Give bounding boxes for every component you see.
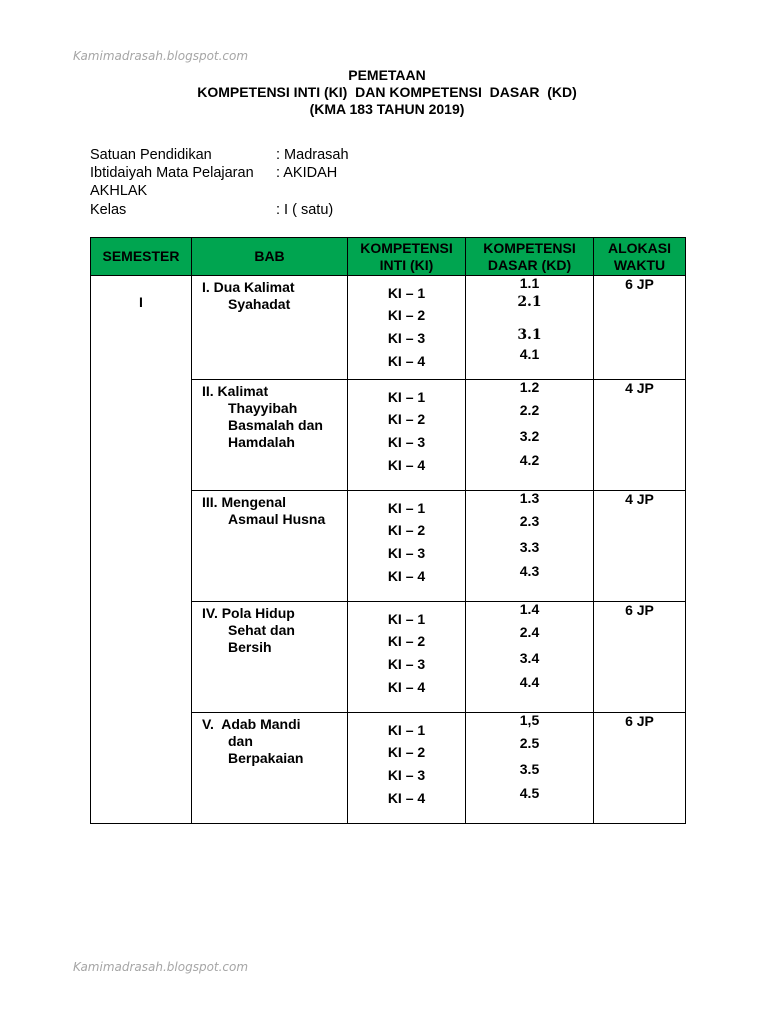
table-header-row bbox=[91, 238, 686, 276]
kd-item: 4.3 bbox=[519, 563, 540, 579]
kd-cell bbox=[466, 602, 594, 713]
kd-item: 4.5 bbox=[519, 785, 540, 801]
bab-title-line: III. Mengenal bbox=[202, 494, 287, 510]
kd-item: 4.2 bbox=[519, 452, 540, 468]
bab-title bbox=[202, 279, 347, 313]
alokasi-cell bbox=[594, 491, 686, 602]
ki-item: KI – 4 bbox=[387, 568, 426, 584]
kd-item: 1.2 bbox=[519, 379, 540, 395]
title-line-3: (KMA 183 TAHUN 2019) bbox=[309, 101, 465, 117]
header-bab: BAB bbox=[192, 238, 348, 276]
alokasi-value: 4 JP bbox=[625, 380, 654, 396]
bab-title-line: dan bbox=[228, 733, 253, 749]
bab-cell bbox=[192, 276, 348, 380]
header-alokasi: ALOKASI WAKTU bbox=[594, 238, 686, 276]
ki-item: KI – 2 bbox=[387, 522, 426, 538]
bab-title bbox=[202, 605, 347, 656]
header-kd: KOMPETENSI DASAR (KD) bbox=[466, 238, 594, 276]
kelas-label: Kelas bbox=[90, 202, 127, 218]
ki-item: KI – 1 bbox=[387, 389, 426, 405]
ki-item: KI – 1 bbox=[387, 722, 426, 738]
ki-item: KI – 3 bbox=[387, 656, 426, 672]
bab-title bbox=[202, 716, 347, 767]
kd-item: 3.2 bbox=[519, 428, 540, 444]
bab-title-line: Hamdalah bbox=[228, 434, 295, 450]
ki-cell bbox=[348, 380, 466, 491]
bab-title-line: Basmalah dan bbox=[228, 417, 323, 433]
alokasi-value: 6 JP bbox=[625, 713, 654, 729]
kd-item: 2.1 bbox=[517, 294, 542, 310]
bab-title-line: Sehat dan bbox=[228, 622, 295, 638]
alokasi-cell bbox=[594, 602, 686, 713]
ki-item: KI – 3 bbox=[387, 545, 426, 561]
header-semester: SEMESTER bbox=[91, 238, 192, 276]
bab-title-line: IV. Pola Hidup bbox=[202, 605, 295, 621]
mapel-value: : AKIDAH bbox=[276, 165, 338, 181]
kd-item: 1.1 bbox=[519, 275, 540, 291]
alokasi-value: 6 JP bbox=[625, 602, 654, 618]
bab-cell bbox=[192, 602, 348, 713]
ki-item: KI – 2 bbox=[387, 307, 426, 323]
kd-item: 3.1 bbox=[517, 327, 542, 343]
kd-item: 1.4 bbox=[519, 601, 540, 617]
kd-item: 1.3 bbox=[519, 490, 540, 506]
kd-item: 2.3 bbox=[519, 513, 540, 529]
watermark-bottom: Kamimadrasah.blogspot.com bbox=[73, 960, 249, 974]
kd-item: 2.2 bbox=[519, 402, 540, 418]
kd-cell bbox=[466, 380, 594, 491]
info-block bbox=[90, 146, 684, 221]
ki-item: KI – 1 bbox=[387, 500, 426, 516]
kd-item: 2.5 bbox=[519, 735, 540, 751]
ki-item: KI – 2 bbox=[387, 633, 426, 649]
bab-cell bbox=[192, 491, 348, 602]
title-line-1: PEMETAAN bbox=[348, 67, 426, 83]
ki-item: KI – 2 bbox=[387, 411, 426, 427]
bab-title bbox=[202, 383, 347, 451]
kd-cell bbox=[466, 713, 594, 824]
document-title bbox=[90, 67, 684, 118]
ki-cell bbox=[348, 713, 466, 824]
bab-title-line: V. Adab Mandi bbox=[202, 716, 301, 732]
kd-item: 1,5 bbox=[519, 712, 540, 728]
bab-cell bbox=[192, 380, 348, 491]
kd-item: 3.5 bbox=[519, 761, 540, 777]
ki-item: KI – 4 bbox=[387, 457, 426, 473]
ki-cell bbox=[348, 602, 466, 713]
ki-item: KI – 4 bbox=[387, 353, 426, 369]
bab-title-line: II. Kalimat bbox=[202, 383, 269, 399]
ki-item: KI – 2 bbox=[387, 744, 426, 760]
table-row bbox=[91, 276, 686, 380]
kd-item: 2.4 bbox=[519, 624, 540, 640]
kd-cell bbox=[466, 276, 594, 380]
ki-item: KI – 1 bbox=[387, 285, 426, 301]
kelas-value: : I ( satu) bbox=[276, 202, 334, 218]
ki-item: KI – 3 bbox=[387, 767, 426, 783]
alokasi-value: 4 JP bbox=[625, 491, 654, 507]
ki-cell bbox=[348, 276, 466, 380]
ki-cell bbox=[348, 491, 466, 602]
ki-item: KI – 3 bbox=[387, 330, 426, 346]
title-line-2: KOMPETENSI INTI (KI) DAN KOMPETENSI DASAR (KD) bbox=[197, 84, 577, 100]
mapel-value-continued: AKHLAK bbox=[90, 183, 148, 199]
satuan-label: Satuan Pendidikan bbox=[90, 147, 212, 163]
kd-item: 3.3 bbox=[519, 539, 540, 555]
alokasi-cell bbox=[594, 713, 686, 824]
bab-title-line: Berpakaian bbox=[228, 750, 304, 766]
bab-title-line: Thayyibah bbox=[228, 400, 298, 416]
bab-title-line: I. Dua Kalimat bbox=[202, 279, 295, 295]
ki-item: KI – 1 bbox=[387, 611, 426, 627]
kd-item: 4.4 bbox=[519, 674, 540, 690]
watermark-top: Kamimadrasah.blogspot.com bbox=[73, 49, 249, 63]
ki-item: KI – 4 bbox=[387, 790, 426, 806]
bab-title bbox=[202, 494, 347, 528]
header-ki: KOMPETENSI INTI (KI) bbox=[348, 238, 466, 276]
mapping-table bbox=[90, 237, 686, 824]
semester-cell: I bbox=[91, 276, 192, 824]
ki-item: KI – 4 bbox=[387, 679, 426, 695]
bab-title-line: Bersih bbox=[228, 639, 272, 655]
kd-cell bbox=[466, 491, 594, 602]
bab-title-line: Syahadat bbox=[228, 296, 291, 312]
alokasi-cell bbox=[594, 276, 686, 380]
ki-item: KI – 3 bbox=[387, 434, 426, 450]
alokasi-cell bbox=[594, 380, 686, 491]
bab-title-line: Asmaul Husna bbox=[228, 511, 326, 527]
bab-cell bbox=[192, 713, 348, 824]
kd-item: 3.4 bbox=[519, 650, 540, 666]
satuan-value: : Madrasah bbox=[276, 147, 349, 163]
alokasi-value: 6 JP bbox=[625, 276, 654, 292]
mapel-label: Ibtidaiyah Mata Pelajaran bbox=[90, 165, 254, 181]
kd-item: 4.1 bbox=[519, 346, 540, 362]
